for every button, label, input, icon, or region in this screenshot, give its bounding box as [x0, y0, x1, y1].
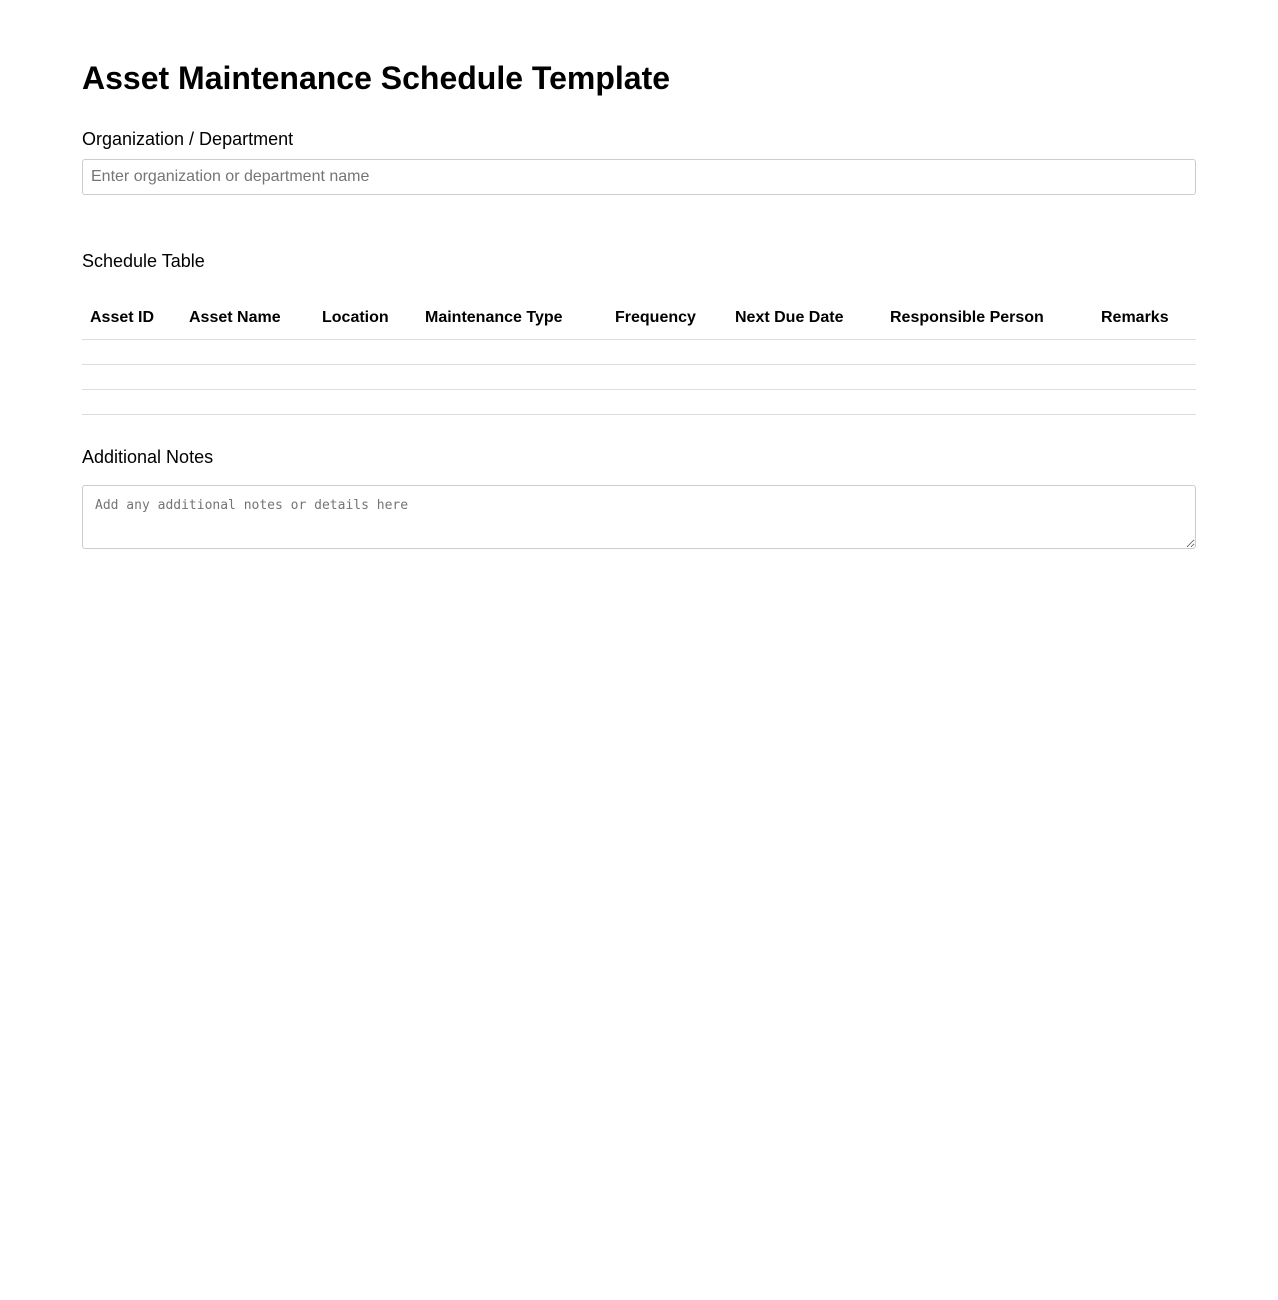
column-header-remarks: Remarks: [1093, 296, 1196, 340]
notes-label: Additional Notes: [82, 447, 214, 467]
column-header-asset-id: Asset ID: [82, 296, 181, 340]
table-cell[interactable]: [181, 340, 314, 365]
table-cell[interactable]: [181, 390, 314, 415]
table-cell[interactable]: [417, 340, 607, 365]
column-header-asset-name: Asset Name: [181, 296, 314, 340]
table-header-row: [82, 296, 1196, 340]
table-cell[interactable]: [314, 390, 417, 415]
table-cell[interactable]: [727, 340, 882, 365]
table-cell[interactable]: [1093, 365, 1196, 390]
page-title: Asset Maintenance Schedule Template: [82, 60, 671, 96]
table-cell[interactable]: [882, 390, 1093, 415]
column-header-next-due-date: Next Due Date: [727, 296, 882, 340]
organization-label: Organization / Department: [82, 129, 294, 149]
column-header-location: Location: [314, 296, 417, 340]
schedule-table: [82, 296, 1196, 415]
table-cell[interactable]: [727, 365, 882, 390]
column-header-responsible-person: Responsible Person: [882, 296, 1093, 340]
column-header-maintenance-type: Maintenance Type: [417, 296, 607, 340]
table-cell[interactable]: [181, 365, 314, 390]
table-cell[interactable]: [417, 390, 607, 415]
table-cell[interactable]: [417, 365, 607, 390]
table-cell[interactable]: [1093, 340, 1196, 365]
table-row: [82, 340, 1196, 365]
table-cell[interactable]: [607, 365, 727, 390]
table-row: [82, 390, 1196, 415]
table-cell[interactable]: [882, 340, 1093, 365]
table-cell[interactable]: [1093, 390, 1196, 415]
table-cell[interactable]: [82, 390, 181, 415]
table-cell[interactable]: [314, 340, 417, 365]
table-cell[interactable]: [314, 365, 417, 390]
table-row: [82, 365, 1196, 390]
schedule-table-label: Schedule Table: [82, 251, 205, 271]
table-cell[interactable]: [82, 340, 181, 365]
table-cell[interactable]: [607, 390, 727, 415]
table-cell[interactable]: [882, 365, 1093, 390]
table-cell[interactable]: [82, 365, 181, 390]
table-cell[interactable]: [607, 340, 727, 365]
column-header-frequency: Frequency: [607, 296, 727, 340]
organization-input[interactable]: [82, 159, 1196, 195]
notes-textarea[interactable]: [82, 485, 1196, 549]
table-cell[interactable]: [727, 390, 882, 415]
